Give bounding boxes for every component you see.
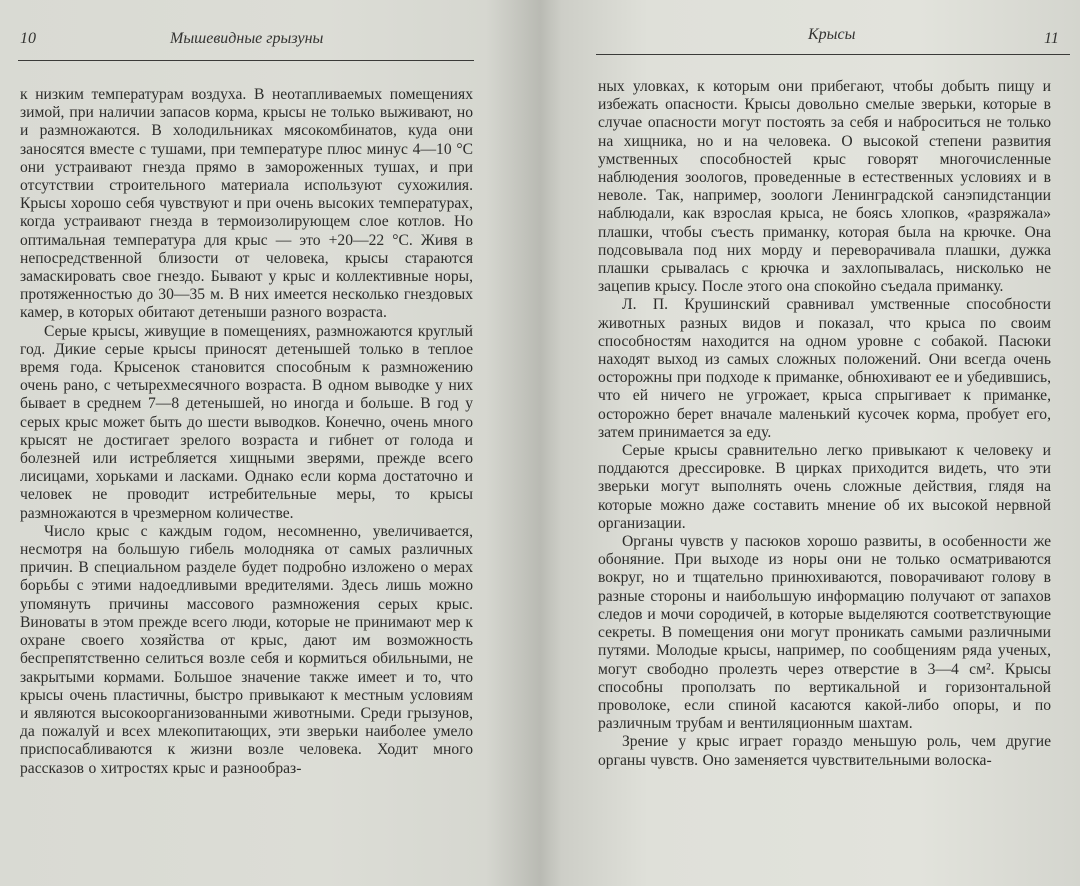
- running-head: Крысы: [808, 26, 856, 43]
- left-page: [0, 0, 530, 886]
- paragraph: Зрение у крыс играет гораздо меньшую роль, чем другие органы чувств. Оно заменяется чувствительными волоска-: [598, 733, 1051, 769]
- header-rule: [18, 60, 474, 61]
- page-number: 10: [20, 30, 36, 47]
- paragraph: ных уловках, к которым они прибегают, чтобы добыть пищу и избежать опасности. Крысы довольно смелые зверьки, которые в случае опасности могут постоять за себя и наброситься не только на хищника, но и на человека. О высокой степени развития умственных способностей крыс говорят многочисленные наблюдения зоологов, проведенные в естественных условиях и в неволе. Так, например, зоологи Ленинградской санэпидстанции наблюдали, как взрослая крыса, не боясь хлопков, «разряжала» плашки, чтобы съесть приманку, которая была на крючке. Она подсовывала под них морду и переворачивала плашки, дужка плашки срывалась с крючка и захлопывалась, нисколько не зацепив крысу. После этого она спокойно съедала приманку.: [598, 78, 1051, 296]
- paragraph: Число крыс с каждым годом, несомненно, увеличивается, несмотря на большую гибель молодняка от самых различных причин. В специальном разделе будет подробно изложено о мерах борьбы с этими надоедливыми вредителями. Здесь лишь можно упомянуть причины массового размножения серых крыс. Виноваты в этом прежде всего люди, которые не принимают мер к охране своего хозяйства от крыс, дают им возможность беспрепятственно селиться возле себя и кормиться обильными, не закрытыми кормами. Большое значение также имеет и то, что крысы очень пластичны, быстро привыкают к местным условиям и являются высокоорганизованными животными. Среди грызунов, да пожалуй и всех млекопитающих, эти зверьки наиболее умело приспосабливаются к жизни возле человека. Ходит много рассказов о хитростях крыс и разнообраз-: [20, 522, 473, 777]
- header-rule: [596, 54, 1070, 55]
- paragraph: к низким температурам воздуха. В неотапливаемых помещениях зимой, при наличии запасов корма, крысы не только выживают, но и размножаются. В холодильниках мясокомбинатов, куда они заносятся вместе с тушами, при температуре плюс минус 4—10 °С они устраивают гнезда прямо в замороженных тушах, и при отсутствии строительного материала используют сухожилия. Крысы хорошо себя чувствуют и при очень высоких температурах, когда устраивают гнезда в термоизолирующем слое котлов. Но оптимальная температура для крыс — это +20—22 °С. Живя в непосредственной близости от человека, крысы стараются замаскировать свое гнездо. Бывают у крыс и коллективные норы, протяженностью до 30—35 м. В них имеется несколько гнездовых камер, в которых обитают детеныши разного возраста.: [20, 86, 473, 322]
- paragraph: Серые крысы, живущие в помещениях, размножаются круглый год. Дикие серые крысы приносят детенышей только в теплое время года. Крысенок становится способным к размножению очень рано, с четырехмесячного возраста. В одном выводке у них бывает в среднем 7—8 детенышей, но иногда и больше. В год у серых крыс может быть до шести выводков. Конечно, очень много крысят не достигает зрелого возраста и гибнет от голода и болезней или истребляется хищными зверями, прежде всего лисицами, хорьками и ласками. Однако если корма достаточно и человек не проводит истребительные меры, то крысы размножаются в чрезмерном количестве.: [20, 322, 473, 522]
- body-text: [20, 86, 473, 778]
- paragraph: Органы чувств у пасюков хорошо развиты, в особенности же обоняние. При выходе из норы они не только осматриваются вокруг, но и тщательно принюхиваются, поворачивают голову в разные стороны и наибольшую информацию получают от запахов следов и мочи сородичей, в которые выделяются соответствующие секреты. В помещения они могут проникать самыми различными путями. Молодые крысы, например, по сообщениям ряда ученых, могут свободно пролезть через отверстие в 3—4 см². Крысы способны проползать по вертикальной и горизонтальной проволоке, если спиной касаются какой-либо опоры, и по различным трубам и вентиляционным шахтам.: [598, 533, 1051, 733]
- paragraph: Серые крысы сравнительно легко привыкают к человеку и поддаются дрессировке. В цирках приходится видеть, что эти зверьки могут выполнять очень сложные действия, глядя на которые можно даже составить мнение об их высокой нервной организации.: [598, 442, 1051, 532]
- right-page: [538, 0, 1080, 886]
- page-number: 11: [1044, 30, 1059, 47]
- paragraph: Л. П. Крушинский сравнивал умственные способности животных разных видов и показал, что крыса по своим способностям находится на одном уровне с собакой. Пасюки находят выход из самых сложных положений. Они всегда очень осторожны при подходе к приманке, обнюхивают ее и убедившись, что ей ничего не угрожает, крыса спрыгивает к приманке, осторожно берет вначале маленький кусочек корма, пробует его, затем принимается за еду.: [598, 296, 1051, 441]
- body-text: [598, 78, 1051, 770]
- running-head: Мышевидные грызуны: [170, 30, 324, 47]
